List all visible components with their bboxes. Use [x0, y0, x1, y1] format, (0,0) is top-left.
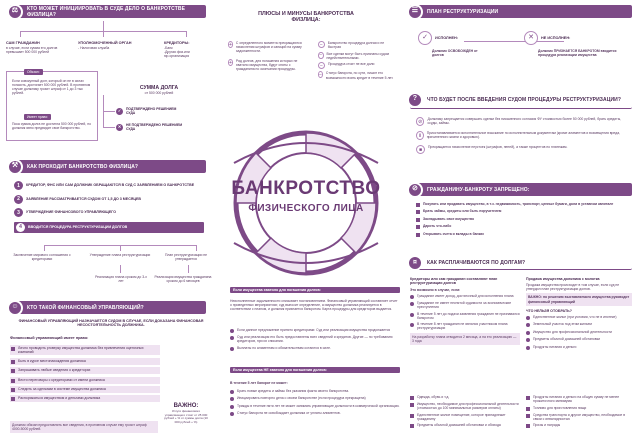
rights-item: Запрашивать любые сведения о кредиторах: [10, 367, 160, 374]
pay-left-item: Предметы обычной домашней обстановки и обихода: [410, 423, 520, 428]
rights-list: [10, 345, 160, 405]
notenough-item: Статус банкрота не освобождает должника от уплаты алиментов.: [230, 411, 400, 416]
forbidden-list: [416, 202, 628, 239]
manager-banner: ФИНАНСОВЫЙ УПРАВЛЯЮЩИЙ НАЗНАЧАЕТСЯ СУДОМ В СЛУЧАЕ, ЕСЛИ ДОКАЗАНА ФИНАНСОВАЯ НЕСОСТОЯТЕЛЬНОСТЬ ДОЛЖНИКА.: [18, 319, 204, 328]
minus-icon: −: [319, 71, 322, 78]
pay-col2: Продажа имущества должника с молотка Продажа имущества происходит в том случае, если суд не утвердил план реструктуризации долгов. ВАЖНО: по решению выставляемого имущества руководит финансовый управляющий ЧТО НЕЛЬЗЯ ОТОБРАТЬ? Единственное жилье (при условии, что не в ипотеке) Земельный участок под этим жильем Имущество для профессиональной деятельности Предметы обычной домашней обстановки Продукты питания и деньги: [526, 277, 632, 352]
who-header: [10, 5, 206, 18]
after-list: [416, 117, 628, 156]
pay-col1-item: В течение 8 лет гражданин не являлся участником плана реструктуризации: [410, 322, 520, 330]
forbidden-item: Брать займы, кредиты или быть поручителем: [416, 209, 628, 214]
plus-icon: +: [229, 59, 232, 66]
plus-item: + С определенного момента прекращаются начисления штрафов и санкций на сумму задолженности.: [229, 41, 302, 54]
plus-icon: +: [229, 41, 232, 48]
notenough-item: Брать новые кредиты и займы без указания факта своего банкротства.: [230, 389, 400, 394]
manager-header: [10, 301, 206, 314]
not-taken-item: Земельный участок под этим жильем: [526, 322, 632, 327]
debt-block: СУММА ДОЛГА от 500 000 рублей: [139, 85, 179, 96]
hand-coin-icon: ¤: [407, 255, 423, 271]
check-icon: ✓: [117, 107, 122, 113]
how-step: 3 УТВЕРЖДЕНИЕ ФИНАНСОВОГО УПРАВЛЯЮЩЕГО: [14, 208, 204, 217]
not-confirmed-row: ✕ НЕ ПОДТВЕРЖДЕНО РЕШЕНИЕМ СУДА: [117, 123, 183, 132]
after-item: Ⅱ Приостанавливается исполнительное взыскание по исполнительным документам (кроме алиментов и возмещения вреда, причиненного жизни и здоровью).: [416, 131, 628, 140]
pay-col1-item: Гражданин имеет доход, достаточный для исполнения плана: [410, 294, 520, 299]
notenough-item: Трижды в течение пяти лет не может занимать управляющие должности в коммерческой организации.: [230, 404, 400, 409]
big-title-2: ФИЗИЧЕСКОГО ЛИЦА: [248, 203, 364, 214]
gavel-icon: ⚒: [7, 159, 23, 175]
notenough-head: Если имущества НЕ хватило для погашения долгов:: [230, 367, 400, 373]
citizen-block: САМ ГРАЖДАНИН в случае, если сумма его долгов превышает 500 000 рублей: [6, 41, 58, 54]
how-title: КАК ПРОХОДИТ БАНКРОТСТВО ФИЗЛИЦА?: [27, 163, 139, 170]
enough-item: Суд или реализация его быть предоставлены всех сведений и кредитов. Другие — по требованию кредиторов, при их списании.: [230, 335, 400, 343]
outcome-1: Заключение мирового соглашения с кредиторами: [13, 253, 71, 262]
pay-left-item: Единственное жилое помещение, которое принадлежит гражданину: [410, 413, 520, 421]
not-taken-head: ЧТО НЕЛЬЗЯ ОТОБРАТЬ?: [526, 308, 572, 313]
rights-item: Распоряжаться имуществом и деньгами должника: [10, 395, 160, 402]
notenough-sub: В течение 5 лет банкрот не может:: [230, 381, 288, 385]
pay-left-list: [410, 395, 520, 431]
forbidden-item: Открывать счета и вклады в банках: [416, 232, 628, 237]
creditors-block: КРЕДИТОРЫ: -Банк -Другая физ.или юр.организация: [164, 41, 190, 58]
plan-title: ПЛАН РЕСТРУКТУРИЗАЦИИ: [427, 8, 499, 15]
plan-failed: ✕ НЕ ИСПОЛНЕН:: [524, 31, 570, 45]
question-icon: ?: [407, 92, 423, 108]
manager-title: КТО ТАКОЙ ФИНАНСОВЫЙ УПРАВЛЯЮЩИЙ?: [27, 304, 144, 311]
sub-outcome-2: Реализация имущества гражданина сроком до 6 месяцев: [154, 275, 212, 284]
pay-right-item: Продукты питания и деньги на общую сумму не менее прожиточного минимума: [526, 395, 632, 403]
minus-icon: −: [319, 41, 323, 48]
forbidden-item: Дарить что-либо: [416, 224, 628, 229]
pay-right-item: Топливо для приготовления пищи: [526, 406, 632, 411]
rights-item: Лично проводить proверку имущества должника без привлечения оценочных компаний: [10, 345, 160, 355]
right-column: [404, 3, 636, 437]
enough-item: Выплаты по алиментам и обязательствам остаются в силе.: [230, 346, 400, 351]
how-step: 2 ЗАЯВЛЕНИЕ РАССМАТРИВАЕТСЯ СУДОМ ОТ 1,5 ДО 3 МЕСЯЦЕВ: [14, 195, 204, 204]
plus-list: [228, 41, 302, 74]
forbidden-item: Закладывать свое имущество: [416, 217, 628, 222]
authority-block: УПОЛНОМОЧЕННЫЙ ОРГАН - Налоговая служба: [78, 41, 132, 50]
after-header: [410, 91, 632, 109]
obliged-tag: Обязан:: [24, 69, 43, 75]
right-tag: Имеет право:: [24, 114, 51, 120]
after-title: ЧТО БУДЕТ ПОСЛЕ ВВЕДЕНИЯ СУДОМ ПРОЦЕДУРЫ РЕСТРУКТУРИЗАЦИИ?: [427, 96, 622, 103]
pay-col1: Кредиторы или сам гражданин составляют план реструктуризации долгов Это возможно в случае, если: Гражданин имеет доход, достаточный для исполнения плана Гражданин не имеет неснятой судимости за экономические преступления В течение 5 лет до подачи заявления гражданин не признавался банкротом В течение 8 лет гражданин не являлся участником плана реструктуризации На разработку плана отводится 2 месяца, а на его реализацию — 3 года: [410, 277, 520, 345]
after-item: ⊘ Должнику запрещается совершать сделки без письменного согласия ФУ стоимостью более 50 000 рублей, брать кредиты, ссуды, займы.: [416, 117, 628, 126]
pay-col1-item: Гражданин не имеет неснятой судимости за экономические преступления: [410, 301, 520, 309]
not-taken-item: Имущество для профессиональной деятельности: [526, 330, 632, 335]
person-icon: ☺: [7, 300, 23, 316]
cross-icon: ✕: [117, 123, 122, 129]
center-column: [210, 3, 402, 437]
how-header: [10, 160, 206, 173]
cross-circle-icon: ✕: [524, 31, 538, 45]
plan-failed-text: Должник ПРИЗНАЕТСЯ БАНКРОТОМ вводится процедура реализации имущества: [538, 49, 617, 58]
pay-left-item: Одежда, обувь и т.д.: [410, 395, 520, 400]
forbidden-title: ГРАЖДАНИНУ-БАНКРОТУ ЗАПРЕЩЕНО:: [427, 186, 530, 193]
plan-header: [410, 5, 632, 18]
document-icon: ☰: [407, 4, 423, 20]
stop-icon: ■: [416, 145, 425, 154]
enough-text: Неисполненные задолженности списывает постановлением. Финансовый управляющий составляет отчет о проведенных мероприятиях; суд выносит определение, а имущество должника реализуется в соответствии с планом, и должник признается банкротом. Карта процедуры для кредиторов выдается.: [230, 299, 398, 312]
outcome-3: План реструктуризации не утверждается: [164, 253, 208, 262]
who-title: КТО МОЖЕТ ИНИЦИИРОВАТЬ В СУДЕ ДЕЛО О БАНКРОТСТВЕ ФИЗЛИЦА?: [27, 5, 186, 18]
confirmed-row: ✓ ПОДТВЕРЖДЕНО РЕШЕНИЕМ СУДА: [117, 107, 177, 116]
pay-important: ВАЖНО: по решению выставляемого имущества руководит финансовый управляющий: [526, 293, 632, 305]
enough-list: [230, 328, 400, 353]
minus-icon: −: [319, 52, 323, 59]
manager-note: Должник обязан предоставлять все сведения, в противном случае ему грозит штраф 4000-5000 рублей.: [10, 421, 158, 433]
rights-item: Следить за сделками в системе имущества должника: [10, 386, 160, 393]
notenough-list: [230, 389, 400, 419]
right-text: Пока сумма долга не достигла 500 000 рублей, но должник явно предвидит свое банкротство.: [12, 122, 91, 131]
how-steps: [14, 181, 204, 233]
obliged-text: Если совокупный долг, который он не в силах погасить, достигает 500 000 рублей. В противном случае должнику грозит штраф от 1 до 3 тыс рублей.: [12, 79, 91, 96]
enough-head: Если имущества хватило для погашения долгов:: [230, 287, 400, 293]
pay-right-item: Средства транспорта и другое имущество, необходимое в связи с инвалидностью: [526, 413, 632, 421]
pay-title: КАК РАСПЛАЧИВАЮТСЯ ПО ДОЛГАМ?: [427, 260, 526, 266]
plus-item: + Ряд долгов, для погашения которых не хватило имущества, будут сняты с гражданина по окончании процедуры.: [229, 59, 298, 72]
ban-icon: ⊘: [407, 182, 423, 198]
rights-head: Финансовый управляющий имеет право:: [10, 336, 89, 340]
minus-item: − Процедура стоит не все доли: [318, 62, 394, 69]
pause-icon: Ⅱ: [416, 131, 424, 140]
plan-approved: ✓ ИСПОЛНЕН:: [418, 31, 458, 45]
minus-item: − Банкротство процедура долгая и не быстрая: [319, 41, 385, 50]
sub-outcome-1: Реализация плана сроком до 3-х лет: [95, 275, 147, 284]
pay-left-item: Имущество, необходимое для профессиональной деятельности (стоимостью до 100 минимальных размеров оплаты): [410, 402, 520, 410]
pay-col1-note: На разработку плана отводится 2 месяца, а на его реализацию — 3 года: [410, 333, 520, 345]
how-step: 1 КРЕДИТОР, ФНС ИЛИ САМ ДОЛЖНИК ОБРАЩАЮТСЯ В СУД С ЗАЯВЛЕНИЕМ О БАНКРОТСТВЕ: [14, 181, 204, 190]
enough-item: Если данное предложение принято кредиторами: Суд или реализация имущества продолжается: [230, 328, 400, 333]
plan-approved-text: Должник ОСВОБОЖДЕН от долгов: [432, 49, 478, 58]
pay-right-list: [526, 395, 632, 431]
rights-item: Быть в курсе местонахождения должника: [10, 358, 160, 365]
outcome-2: Утверждение плана реструктуризации: [89, 253, 151, 257]
scales-icon: ⚖: [7, 4, 23, 20]
big-title-1: БАНКРОТСТВО: [231, 178, 381, 199]
not-taken-item: Единственное жилье (при условии, что не в ипотеке): [526, 315, 632, 320]
pm-title: ПЛЮСЫ И МИНУСЫ БАНКРОТСТВА ФИЗЛИЦА:: [258, 11, 354, 24]
not-taken-item: Продукты питания и деньги: [526, 345, 632, 350]
forbidden-item: Покупать или продавать имущество, в т.ч. недвижимость, транспорт, ценные бумаги, доли в уставном капитале: [416, 202, 628, 207]
important-block: ВАЖНО: Услуги финансового управляющего стоят от 25 000 рублей + % от суммы долга (10 000 рублей + %): [164, 403, 208, 424]
check-circle-icon: ✓: [418, 31, 432, 45]
minus-list: [318, 41, 394, 82]
after-item: ■ Прекращается начисление неустоек (штрафов, пеней), а также процентов по платежам.: [416, 145, 628, 154]
rights-item: Вести переговоры с кредиторами от имени должника: [10, 377, 160, 384]
pay-col1-item: В течение 5 лет до подачи заявления гражданин не признавался банкротом: [410, 312, 520, 320]
notenough-item: Инициировать повторно дела о своем банкротстве (если процедура прекращена): [230, 396, 400, 401]
ban-icon: ⊘: [416, 117, 424, 126]
minus-item: − Статус банкрота, по сути, лишит его возможности взять кредит в течение 5 лет.: [319, 71, 394, 80]
minus-item: − Все сделки могут быть признаны судом недействительными.: [319, 51, 389, 60]
pay-header: [410, 257, 632, 270]
forbidden-header: [410, 183, 632, 196]
left-column: [4, 3, 212, 437]
how-step: 4 ВВОДИТСЯ ПРОЦЕДУРА РЕСТРУКТУРИЗАЦИИ ДОЛГОВ: [14, 222, 204, 233]
not-taken-item: Предметы обычной домашней обстановки: [526, 337, 632, 342]
pay-right-item: Призы и награды: [526, 423, 632, 428]
minus-icon: −: [318, 62, 325, 69]
